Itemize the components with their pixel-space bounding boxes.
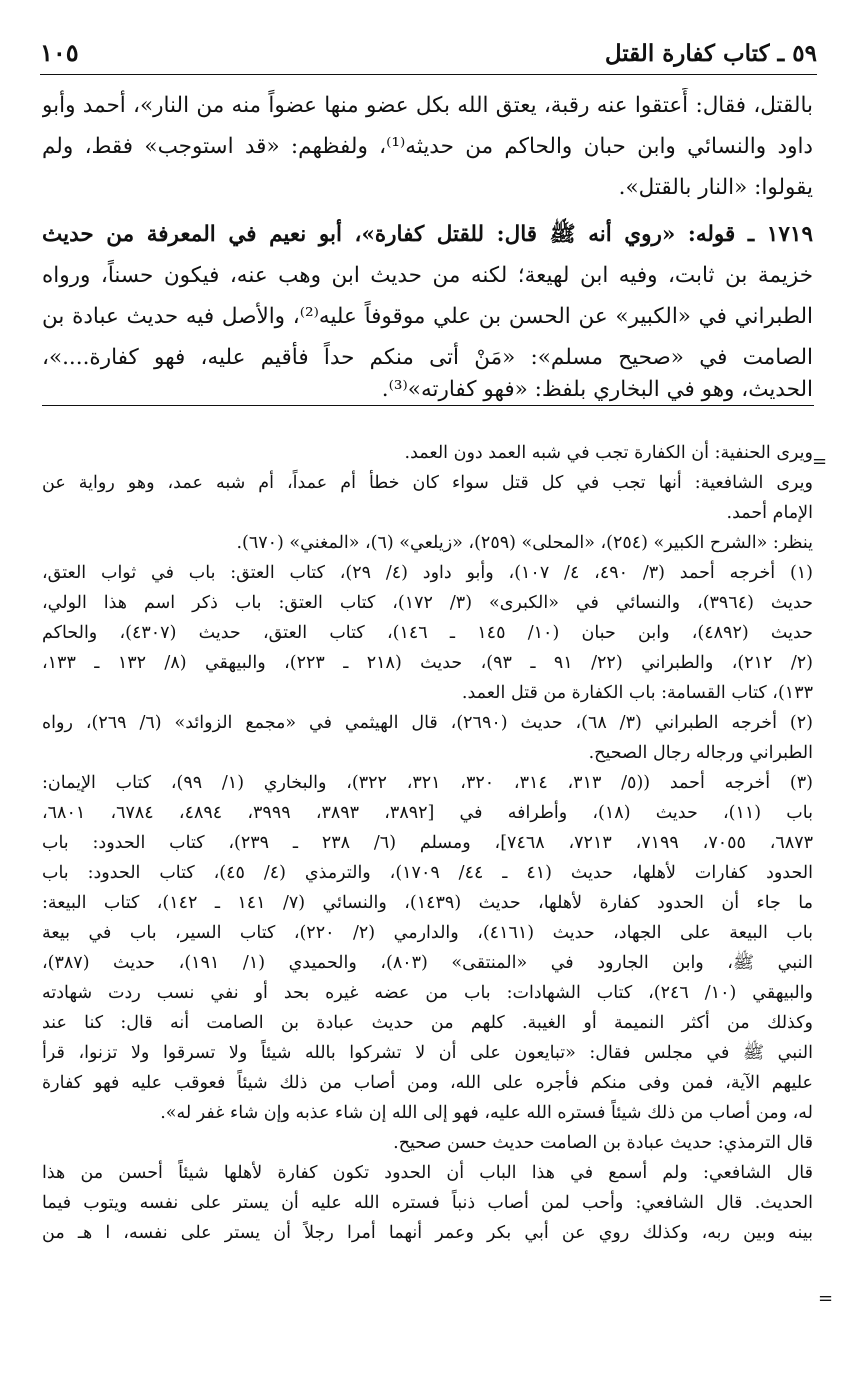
continuation-mark: = bbox=[812, 451, 828, 472]
main-line: الحديث، وهو في البخاري بلفظ: «فهو كفارته»⁽³⁾. bbox=[381, 377, 813, 402]
footnote-line: ينظر: «الشرح الكبير» (٢٥٤)، «المحلى» (٢٥٩)، «زيلعي» (٦)، «المغني» (٦٧٠). bbox=[236, 533, 813, 553]
footnote-line: الإمام أحمد. bbox=[726, 503, 813, 523]
main-line: الصامت في «صحيح مسلم»: «مَنْ أتى منكم حداً فأقيم عليه، فهو كفارة....»، bbox=[42, 345, 813, 370]
main-line: الطبراني في «الكبير» عن الحسن بن علي موقوفاً عليه⁽²⁾، والأصل فيه حديث عبادة بن bbox=[42, 304, 813, 329]
footnote-line: الحدود كفارات لأهلها، حديث (٤١ ـ ٤٤/ ١٧٠٩)، والترمذي (٤/ ٤٥)، كتاب الحدود: باب bbox=[42, 863, 813, 883]
footnote-line: قال الترمذي: حديث عبادة بن الصامت حديث حسن صحيح. bbox=[393, 1133, 813, 1153]
footnote-line: والبيهقي (١٠/ ٢٤٦)، كتاب الشهادات: باب من عضه غيره بحد أو نفي نسب ردت شهادته bbox=[42, 983, 813, 1003]
main-line: يقولوا: «النار بالقتل». bbox=[618, 175, 813, 200]
footnote-line: النبي ﷺ، وابن الجارود في «المنتقى» (٨٠٣)، والحميدي (١/ ١٩١)، حديث (٣٨٧)، bbox=[42, 953, 813, 973]
footnote-line: ويرى الشافعية: أنها تجب في كل قتل سواء كان خطأ أم عمداً، أم شبه عمد، وهو رواية عن bbox=[42, 473, 813, 493]
footnote-line: له، ومن أصاب من ذلك شيئاً فستره الله عليه، فهو إلى الله إن شاء عذبه وإن شاء غفر له». bbox=[160, 1103, 813, 1123]
footnote-line: ١٣٣)، كتاب القسامة: باب الكفارة من قتل العمد. bbox=[461, 683, 813, 703]
footnote-line: الطبراني ورجاله رجال الصحيح. bbox=[588, 743, 813, 763]
footnote-line: (٢) أخرجه الطبراني (٣/ ٦٨)، حديث (٢٦٩٠)، قال الهيثمي في «مجمع الزوائد» (٦/ ٢٦٩)، رواه bbox=[42, 713, 813, 733]
main-line: بالقتل، فقال: أَعتقوا عنه رقبة، يعتق الله بكل عضو منها عضواً منه من النار»، أحمد وأبو bbox=[42, 93, 813, 118]
page-header bbox=[40, 34, 817, 75]
footnote-line: (٣) أخرجه أحمد ((٥/ ٣١٣، ٣١٤، ٣٢٠، ٣٢١، ٣٢٢)، والبخاري (١/ ٩٩)، كتاب الإيمان: bbox=[42, 773, 813, 793]
main-line: خزيمة بن ثابت، وفيه ابن لهيعة؛ لكنه من حديث ابن وهب عنه، فيكون حسناً، ورواه bbox=[42, 263, 813, 288]
footnote-line: ويرى الحنفية: أن الكفارة تجب في شبه العمد دون العمد. bbox=[404, 443, 813, 463]
footnote-line: بينه وبين ربه، وكذلك روي عن أبي بكر وعمر أنهما أمرا رجلاً أن يستر على نفسه، ا هـ من bbox=[42, 1223, 813, 1243]
running-title: ٥٩ ـ كتاب كفارة القتل bbox=[604, 40, 817, 67]
footnote-line: حديث (٤٨٩٢)، وابن حبان (١٠/ ١٤٥ ـ ١٤٦)، كتاب العتق، حديث (٤٣٠٧)، والحاكم bbox=[42, 623, 813, 643]
footnote-line: وكذلك من أكثر النميمة أو الغيبة. كلهم من حديث عبادة بن الصامت أنه قال: كنا عند bbox=[42, 1013, 813, 1033]
footnote-line: عليهم الآية، فمن وفى منكم فأجره على الله، ومن أصاب من ذلك شيئاً فعوقب عليه فهو كفارة bbox=[42, 1073, 813, 1093]
footnote-line: قال الشافعي: ولم أسمع في هذا الباب أن الحدود تكون كفارة لأهلها شيئاً أحسن من هذا bbox=[42, 1163, 813, 1183]
footnote-line: النبي ﷺ في مجلس فقال: «تبايعون على أن لا تشركوا بالله شيئاً ولا تسرقوا ولا تزنوا، قرأ bbox=[42, 1043, 813, 1063]
footnote-line: ما جاء أن الحدود كفارة لأهلها، حديث (١٤٣٩)، والنسائي (٧/ ١٤١ ـ ١٤٢)، كتاب البيعة: bbox=[42, 893, 813, 913]
footnote-line: ٦٨٧٣، ٧٠٥٥، ٧١٩٩، ٧٢١٣، ٧٤٦٨]، ومسلم (٦/ ٢٣٨ ـ ٢٣٩)، كتاب الحدود: باب bbox=[42, 833, 813, 853]
footnote-line: الحديث. قال الشافعي: وأحب لمن أصاب ذنباً فستره الله عليه أن يستر على نفسه ويتوب فيما bbox=[42, 1193, 813, 1213]
footnote-line: حديث (٣٩٦٤)، والنسائي في «الكبرى» (٣/ ١٧٢)، كتاب العتق: باب ذكر اسم هذا الولي، bbox=[42, 593, 813, 613]
footnote-line: باب البيعة على الجهاد، حديث (٤١٦١)، والدارمي (٢/ ٢٢٠)، كتاب السير، باب في بيعة bbox=[42, 923, 813, 943]
footnote-line: (١) أخرجه أحمد (٣/ ٤٩٠، ٤/ ١٠٧)، وأبو داود (٤/ ٢٩)، كتاب العتق: باب في ثواب العتق، bbox=[42, 563, 813, 583]
footnote-divider bbox=[42, 405, 814, 406]
footnote-line: باب (١١)، حديث (١٨)، وأطرافه في [٣٨٩٢، ٣٨٩٣، ٣٩٩٩، ٤٨٩٤، ٦٧٨٤، ٦٨٠١، bbox=[42, 803, 813, 823]
main-line: داود والنسائي وابن حبان والحاكم من حديثه⁽¹⁾، ولفظهم: «قد استوجب» فقط، ولم bbox=[42, 134, 813, 159]
continuation-mark: = bbox=[818, 1288, 834, 1309]
entry-1719-heading-line: ١٧١٩ ـ قوله: «روي أنه ﷺ قال: للقتل كفارة»، أبو نعيم في المعرفة من حديث bbox=[42, 222, 813, 247]
footnote-line: (٢/ ٢١٢)، والطبراني (٢٢/ ٩١ ـ ٩٣)، حديث (٢١٨ ـ ٢٢٣)، والبيهقي (٨/ ١٣٢ ـ ١٣٣، bbox=[42, 653, 813, 673]
page-number: ١٠٥ bbox=[40, 38, 79, 67]
